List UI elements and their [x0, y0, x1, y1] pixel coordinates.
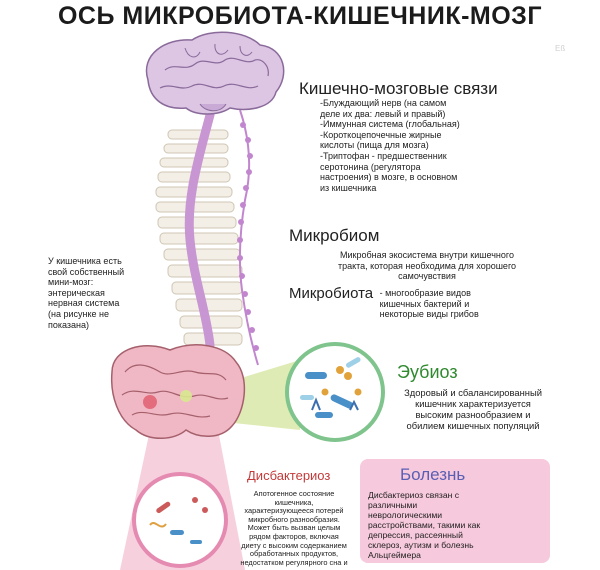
enteric-line: энтерическая [48, 287, 105, 298]
enteric-line: (на рисунке не [48, 308, 109, 319]
gut-brain-item: кислоты (пища для мозга) [320, 140, 429, 151]
eubiosis-line: высоким разнообразием и [415, 409, 531, 420]
microbiome-line: Микробная экосистема внутри кишечного [340, 250, 514, 260]
disease-line: неврологическими [368, 510, 443, 520]
disease-line: депрессия, рассеянный [368, 530, 463, 540]
dysbiosis-line: недостатком регулярного сна и [240, 557, 348, 567]
microbiota-line: кишечных бактерий и [379, 298, 470, 309]
dysbiosis-circle [134, 474, 226, 566]
disease-line: склероз, аутизм и болезнь [368, 540, 474, 550]
disease-description [368, 490, 543, 560]
gut-brain-item: из кишечника [320, 182, 377, 193]
microbiota-line: некоторые виды грибов [379, 309, 479, 320]
gut-brain-item: -Триптофан - предшественник [320, 150, 447, 161]
gut-brain-item: -Иммунная система (глобальная) [320, 119, 460, 130]
eubiosis-description [378, 387, 568, 431]
dysbiosis-description [228, 490, 360, 567]
eubiosis-line: кишечник характеризуется [415, 398, 531, 409]
disease-line: Дисбактериоз связан с [368, 490, 460, 500]
enteric-note [48, 256, 158, 330]
dysbiosis-line: Может быть вызван целым [247, 523, 341, 533]
enteric-line: мини-мозг: [48, 277, 94, 288]
enteric-line: нервная система [48, 298, 120, 309]
microbiome-description [312, 250, 542, 282]
microbiota-block [289, 285, 589, 320]
disease-line: различными [368, 500, 418, 510]
dysbiosis-line: кишечника, [274, 497, 314, 507]
gut-brain-item: серотонина (регулятора [320, 161, 421, 172]
gut-brain-heading: Кишечно-мозговые связи [299, 79, 498, 98]
microbiota-description [380, 288, 518, 320]
microbiome-line: тракта, которая необходима для хорошего [337, 260, 517, 271]
dysbiosis-line: микробного разнообразия. [248, 514, 340, 524]
enteric-line: свой собственный [48, 266, 125, 277]
dysbiosis-line: диету с высоким содержанием [241, 540, 347, 550]
brain [146, 32, 283, 114]
microbiota-line: - многообразие видов [379, 288, 471, 298]
eubiosis-circle [287, 344, 383, 440]
enteric-line: показана) [48, 319, 90, 330]
eubiosis-line: обилием кишечных популяций [406, 420, 540, 431]
disease-line: расстройствами, такими как [368, 520, 481, 530]
eubiosis-heading: Эубиоз [397, 362, 458, 382]
microbiota-heading: Микробиота [289, 285, 374, 302]
dysbiosis-heading: Дисбактериоз [247, 468, 331, 483]
gut-brain-item: настроения) в мозге, в основном [320, 172, 458, 183]
gut-brain-list [320, 98, 520, 193]
enteric-line: У кишечника есть [48, 256, 122, 266]
intestine [112, 345, 245, 438]
disease-heading: Болезнь [400, 465, 466, 484]
disease-line: Альцгеймера [368, 550, 421, 560]
page-title: ОСЬ МИКРОБИОТА-КИШЕЧНИК-МОЗГ [57, 2, 543, 30]
dysbiosis-line: рядом факторов, включая [249, 531, 339, 541]
dysbiosis-line: характеризующееся потерей [244, 506, 344, 516]
watermark: Eß [555, 44, 566, 53]
gut-brain-item: -Короткоцепочечные жирные [320, 129, 442, 140]
gut-brain-item: деле их два: левый и правый) [320, 108, 446, 119]
gut-brain-item: -Блуждающий нерв (на самом [320, 98, 447, 108]
dysbiosis-line: обработанных продуктов, [249, 549, 339, 559]
microbiome-line: самочувствия [398, 271, 456, 282]
microbiome-heading: Микробиом [289, 226, 380, 245]
eubiosis-line: Здоровый и сбалансированный [404, 387, 542, 398]
dysbiosis-line: Апотогенное состояние [253, 489, 335, 498]
